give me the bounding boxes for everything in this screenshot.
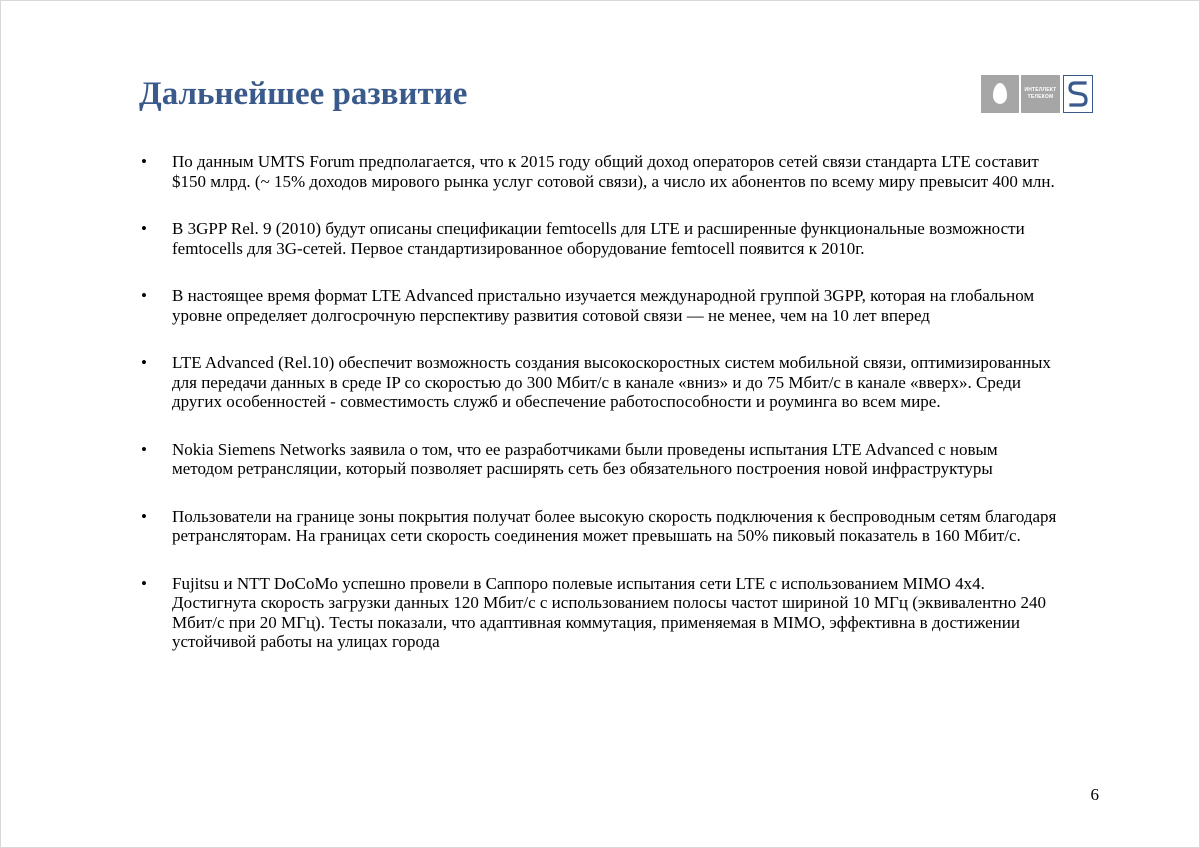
bullet-item: [139, 152, 1059, 191]
bullet-marker: •: [141, 219, 147, 238]
bullet-marker: •: [141, 573, 147, 593]
bullet-item: [139, 440, 1059, 479]
bullet-marker: •: [141, 353, 147, 372]
s-emblem-icon: [1067, 79, 1089, 109]
page-number: 6: [1090, 785, 1099, 804]
slide-title: Дальнейшее развитие: [139, 76, 468, 112]
bullet-marker: •: [141, 286, 147, 305]
bullet-item: [139, 507, 1059, 546]
logo-text-line2: ТЕЛЕКОМ: [1027, 94, 1054, 100]
logo-s-block: [1063, 75, 1093, 113]
bullet-text: LTE Advanced (Rel.10) обеспечит возможность создания высокоскоростных систем мобильной связи, оптимизированных для передачи данных в среде IP со скоростью до 300 Мбит/с в канале «вниз» и до 75 Мбит/с в канале «вверх». Среди других особенностей - совместимость служб и обеспечение работоспособности и роуминга во всем мире.: [172, 353, 1051, 411]
bullet-marker: •: [141, 506, 147, 526]
bullet-list: [139, 152, 1059, 680]
bullet-text: Пользователи на границе зоны покрытия получат более высокую скорость подключения к беспроводным сетям благодаря ретрансляторам. На границах сети скорость соединения может превышать на 50% пиковый показатель в 160 Мбит/с.: [172, 506, 1057, 545]
logo-text-block: [1021, 75, 1061, 113]
bullet-text: Nokia Siemens Networks заявила о том, что ее разработчиками были проведены испытания LTE Advanced с новым методом ретрансляции, который позволяет расширять сеть без обязательного построения новой инфраструктуры: [172, 439, 998, 478]
bullet-item: [139, 353, 1059, 412]
bullet-marker: •: [141, 152, 147, 171]
company-logo: [981, 75, 1093, 113]
logo-egg-block: [981, 75, 1019, 113]
bullet-text: В настоящее время формат LTE Advanced пристально изучается международной группой 3GPP, которая на глобальном уровне определяет долгосрочную перспективу развития сотовой связи — не менее, чем на 10 лет вперед: [172, 286, 1035, 325]
bullet-item: [139, 574, 1059, 652]
egg-icon: [993, 83, 1007, 104]
bullet-text: По данным UMTS Forum предполагается, что к 2015 году общий доход операторов сетей связи стандарта LTE составит $150 млрд. (~ 15% доходов мирового рынка услуг сотовой связи), а число их абонентов по всему миру превысит 400 млн.: [172, 152, 1055, 191]
bullet-text: Fujitsu и NTT DoCoMo успешно провели в Саппоро полевые испытания сети LTE с использованием MIMO 4x4. Достигнута скорость загрузки данных 120 Мбит/с с использованием полосы частот шириной 10 МГц (эквивалентно 240 Мбит/с при 20 МГц). Тесты показали, что адаптивная коммутация, применяемая в MIMO, эффективна в достижении устойчивой работы на улицах города: [172, 573, 1046, 651]
bullet-marker: •: [141, 439, 147, 459]
bullet-item: [139, 219, 1059, 258]
bullet-text: В 3GPP Rel. 9 (2010) будут описаны спецификации femtocells для LTE и расширенные функциональные возможности femtocells для 3G-сетей. Первое стандартизированное оборудование femtocell появится к 2010г.: [172, 219, 1025, 258]
logo-text-line1: ИНТЕЛЛЕКТ: [1024, 87, 1057, 93]
bullet-item: [139, 286, 1059, 325]
